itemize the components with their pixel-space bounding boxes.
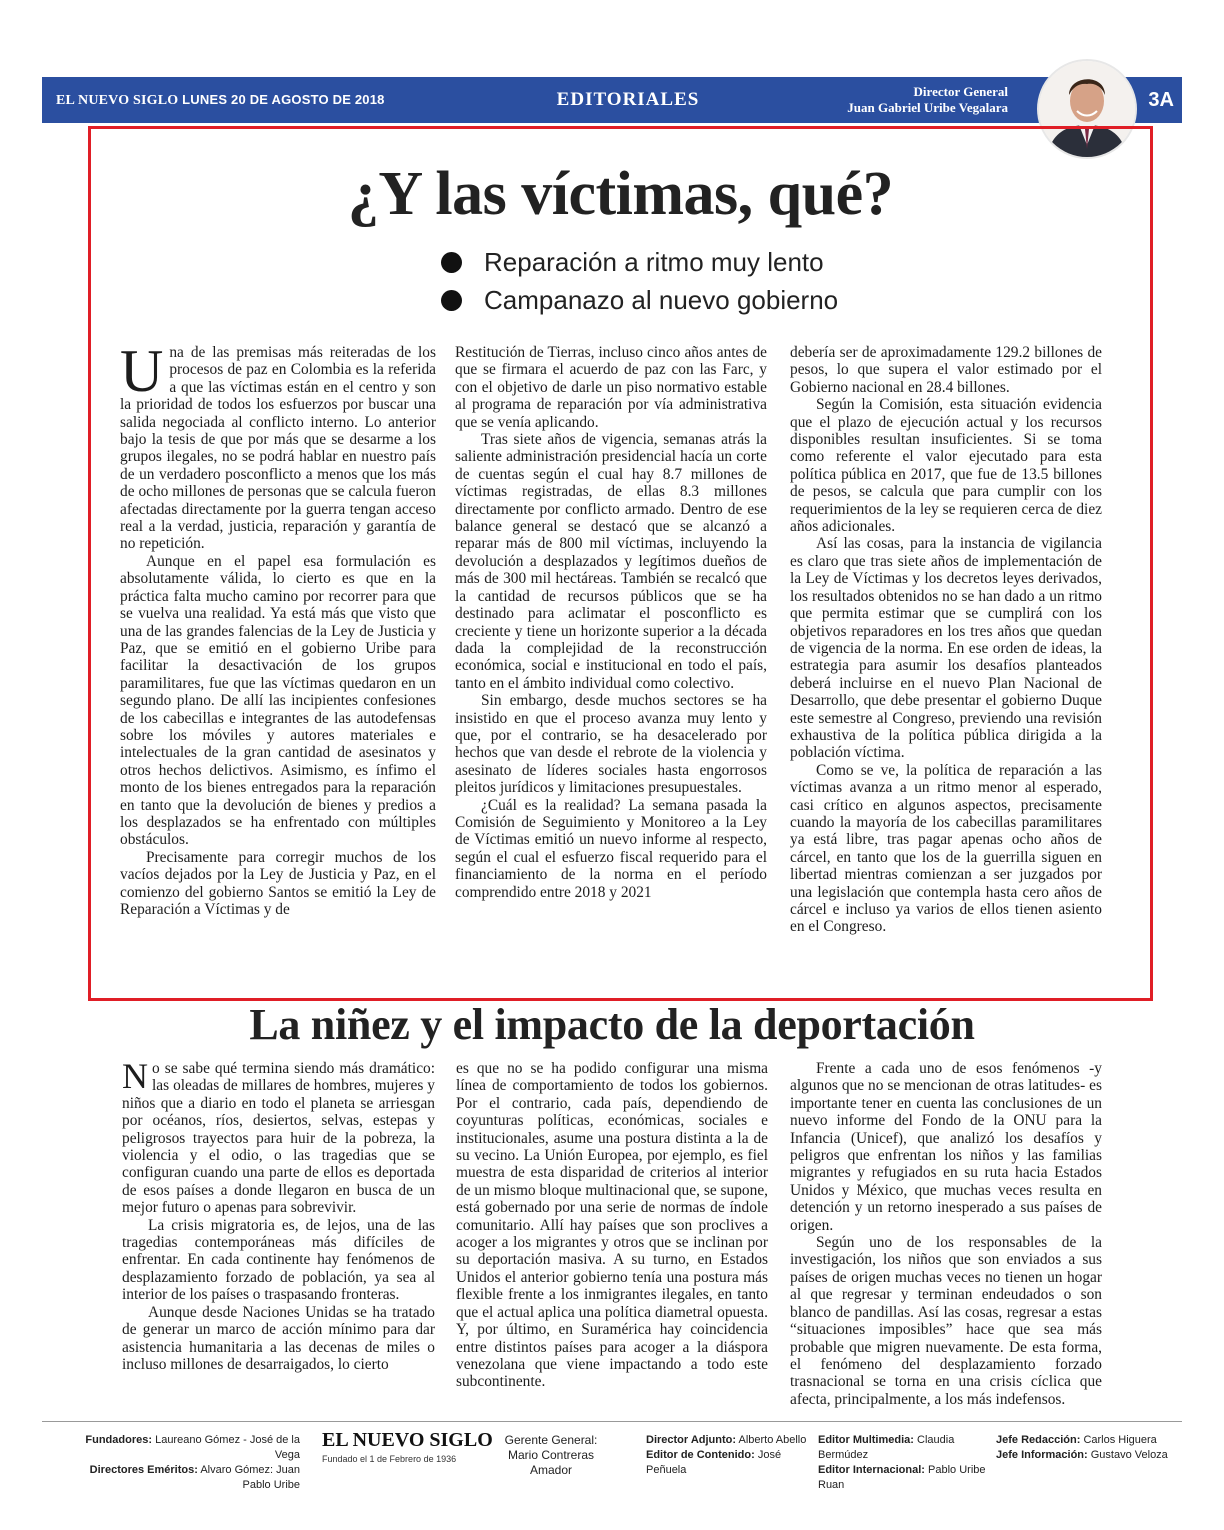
editorial1-title: ¿Y las víctimas, qué? (347, 160, 894, 228)
paragraph: No se sabe qué termina siendo más dramático: las oleadas de millares de hombres, mujeres y niños que a diario en todo el planeta se arriesgan por océanos, ríos, desiertos, selvas, estepas y peligrosos trayectos para huir de la pobreza, la violencia y el odio, o las tragedias que se configuran cuando una parte de ellos es deportada de esos países a donde llegaron en busca de un mejor futuro o apenas para sobrevivir. (122, 1056, 435, 1217)
footer-editors-3: Jefe Redacción: Carlos Higuera Jefe Información: Gustavo Veloza (996, 1434, 1168, 1461)
paragraph: Sin embargo, desde muchos sectores se ha insistido en que el proceso avanza muy lento y que, por el contrario, se ha desacelerado por hechos que van desde el rebrote de la violencia y asesinato de líderes sociales hasta engorrosos pleitos jurídicos y limitaciones presupuestales. (455, 692, 767, 797)
footer-divider (42, 1421, 1182, 1422)
footer-logo: EL NUEVO SIGLO (322, 1429, 493, 1451)
header-paper-date (56, 77, 385, 124)
editorial1-column-3 (790, 344, 1102, 936)
paragraph: Como se ve, la política de reparación a las víctimas avanza a un ritmo menor al esperado, casi crítico en algunos aspectos, precisamente cuando la mayoría de los cabecillas paramilitares ya está libre, tras pagar apenas ocho años de cárcel, en tanto que los de la guerrilla siguen en libertad mientras comienzan a ser juzgados por una legislación que contempla hasta cero años de cárcel e incluso ya varios de ellos tienen asiento en el Congreso. (790, 761, 1102, 936)
footer-editors-2: Editor Multimedia: Claudia Bermúdez Editor Internacional: Pablo Uribe Ruan (818, 1434, 986, 1491)
footer-founded-date: Fundado el 1 de Febrero de 1936 (322, 1454, 457, 1464)
bullet-dot-icon (441, 290, 462, 311)
paragraph: debería ser de aproximadamente 129.2 billones de pesos, lo que supera el valor estimado por el Gobierno nacional en 28.4 billones. (790, 344, 1102, 396)
editorial1-summary (441, 243, 838, 319)
footer-editors-1: Director Adjunto: Alberto Abello Editor de Contenido: José Peñuela (646, 1434, 807, 1476)
paragraph: Aunque en el papel esa formulación es absolutamente válida, lo cierto es que en la práctica falta mucho camino por recorrer para que se vuelva una realidad. Ya está más que visto que una de las grandes falencias de la Ley de Justicia y Paz, que se emitió en el gobierno Uribe para facilitar la desactivación de los grupos paramilitares, fue que las víctimas quedaron en un segundo plano. De allí las incipientes confesiones de los cabecillas e integrantes de las autodefensas sobre los móviles y autores materiales e intelectuales de la gran cantidad de asesinatos y otros hechos delictivos. Asimismo, es ínfimo el monto de los bienes entregados para la reparación en tanto que la devolución de bienes y predios a los desplazados se ha enfrentado con múltiples obstáculos. (120, 552, 436, 849)
director-title: Director General (913, 84, 1008, 99)
header-date: LUNES 20 DE AGOSTO DE 2018 (182, 92, 385, 107)
dropcap: U (120, 338, 164, 404)
editorial1-column-1 (120, 338, 436, 918)
editorial2-column-2 (456, 1060, 768, 1391)
bullet-dot-icon (441, 252, 462, 273)
paragraph: Una de las premisas más reiteradas de los procesos de paz en Colombia es la referida a que las víctimas están en el centro y son la prioridad de todos los esfuerzos por buscar una salida negociada al conflicto interno. Lo anterior bajo la tesis de que por más que se desarme a los grupos ilegales, no se podrá hablar en nuestro país de un verdadero posconflicto a menos que los más de ocho millones de personas que se calcula fueron afectadas directamente por la guerra tengan acceso real a la verdad, justicia, reparación y garantía de no repetición. (120, 338, 436, 553)
dropcap: N (122, 1056, 148, 1096)
paragraph: Según la Comisión, esta situación evidencia que el plazo de ejecución actual y los recursos disponibles resultan insuficientes. Si se toma como referente el valor ejecutado para esta política pública en 2017, que fue de 13.5 billones de pesos, se calcula que para cumplir con los requerimientos de la ley se requieren cerca de diez años adicionales. (790, 396, 1102, 536)
paragraph: Tras siete años de vigencia, semanas atrás la saliente administración presidencial hacía un corte de cuentas según el cual hay 8.7 millones de víctimas registradas, de ellas 8.3 millones directamente por conflicto armado. Dentro de ese balance general se destacó que se alcanzó a reparar más de 800 mil víctimas, incluyendo la devolución a desplazados y legítimos dueños de más de 300 mil hectáreas. También se recalcó que la cantidad de recursos públicos que se ha destinado para aclimatar el posconflicto es creciente y tiene un horizonte superior a la década dada la complejidad de la reconstrucción económica, social e institucional en todo el país, tanto en el ámbito individual como colectivo. (455, 431, 767, 692)
summary-bullet: Reparación a ritmo muy lento (441, 243, 838, 281)
director-name: Juan Gabriel Uribe Vegalara (847, 100, 1008, 115)
paragraph: ¿Cuál es la realidad? La semana pasada la Comisión de Seguimiento y Monitoreo a la Ley de Víctimas emitió un nuevo informe al respecto, según el cual el esfuerzo fiscal requerido para el financiamiento de la norma en el período comprendido entre 2018 y 2021 (455, 796, 767, 901)
editorial2-column-1 (122, 1056, 435, 1373)
header-paper-name: EL NUEVO SIGLO (56, 93, 179, 108)
paragraph: Restitución de Tierras, incluso cinco años antes de que se firmara el acuerdo de paz con las Farc, y con el objetivo de darle un piso normativo estable al programa de reparación por vía administrativa que se venía aplicando. (455, 344, 767, 431)
editorial2-title: La niñez y el impacto de la deportación (249, 1000, 975, 1049)
paragraph: Según uno de los responsables de la investigación, los niños que son enviados a sus países de origen muchas veces no tienen un hogar al que regresar y terminan endeudados o son blanco de pandillas. Así las cosas, regresar a estas “situaciones imposibles” hace que sea más probable que migren nuevamente. De esta forma, el fenómeno del desplazamiento forzado trasnacional se torna en una crisis cíclica que afecta, principalmente, a los más indefensos. (790, 1234, 1102, 1408)
footer-founders: Fundadores: Laureano Gómez - José de la Vega Directores Eméritos: Alvaro Gómez: Juan Pablo Uribe (85, 1434, 300, 1491)
editorial1-column-2 (455, 344, 767, 901)
editorial2-column-3 (790, 1060, 1102, 1408)
paragraph: Aunque desde Naciones Unidas se ha tratado de generar un marco de acción mínimo para dar asistencia humanitaria a las decenas de miles o incluso millones de desarraigados, lo cierto (122, 1303, 435, 1373)
paragraph: Frente a cada uno de esos fenómenos -y algunos que no se mencionan de otras latitudes- es importante tener en cuenta las conclusiones de un nuevo informe del Fondo de la ONU para la Infancia (Unicef), que analizó los desafíos y peligros que enfrentan los niños y las familias migrantes y refugiados en su ruta hacia Estados Unidos y México, que muchas veces resulta en detención y un retorno inesperado a sus países de origen. (790, 1060, 1102, 1234)
summary-bullet: Campanazo al nuevo gobierno (441, 281, 838, 319)
page-header-bar (42, 77, 1182, 123)
section-title: EDITORIALES (556, 89, 700, 110)
paragraph: es que no se ha podido configurar una misma línea de comportamiento de todos los gobiernos. Por el contrario, cada país, dependiendo de coyunturas políticas, económicas, sociales e institucionales, asume una postura distinta a la de su vecino. La Unión Europea, por ejemplo, es fiel muestra de esta disparidad de criterios al interior de un mismo bloque multinacional que, se supone, está gobernado por una serie de normas de índole comunitario. Allí hay países que son proclives a acoger a los migrantes y otros que se inclinan por su deportación masiva. A su turno, en Estados Unidos el anterior gobierno tenía una postura más flexible frente a los inmigrantes ilegales, en tanto que el actual aplica una política diametral opuesta. Y, por último, en Suramérica hay coincidencia entre distintos países para acoger a la diáspora venezolana que viene impactando a todo este subcontinente. (456, 1060, 768, 1391)
paragraph: Precisamente para corregir muchos de los vacíos dejados por la Ley de Justicia y Paz, en el comienzo del gobierno Santos se emitió la Ley de Reparación a Víctimas y de (120, 848, 436, 918)
paragraph: Así las cosas, para la instancia de vigilancia es claro que tras siete años de implementación de la Ley de Víctimas y los decretos leyes derivados, los resultados obtenidos no se han dado a un ritmo que permita estimar que se cumplirá con los objetivos reparadores en los tres años que quedan de vigencia de la norma. En ese orden de ideas, la estrategia para asumir los desafíos planteados deberá incluirse en el nuevo Plan Nacional de Desarrollo, que debe presentar el gobierno Duque este semestre al Congreso, previendo una revisión exhaustiva de la política pública dirigida a la población víctima. (790, 535, 1102, 762)
director-credit (847, 84, 1008, 116)
paragraph: La crisis migratoria es, de lejos, una de las tragedias contemporáneas más difíciles de enfrentar. En cada continente hay fenómenos de desplazamiento forzado de población, ya sea al interior de los países o traspasando fronteras. (122, 1216, 435, 1304)
footer-manager: Gerente General: Mario Contreras Amador (504, 1433, 598, 1477)
page-number: 3A (1148, 89, 1174, 111)
